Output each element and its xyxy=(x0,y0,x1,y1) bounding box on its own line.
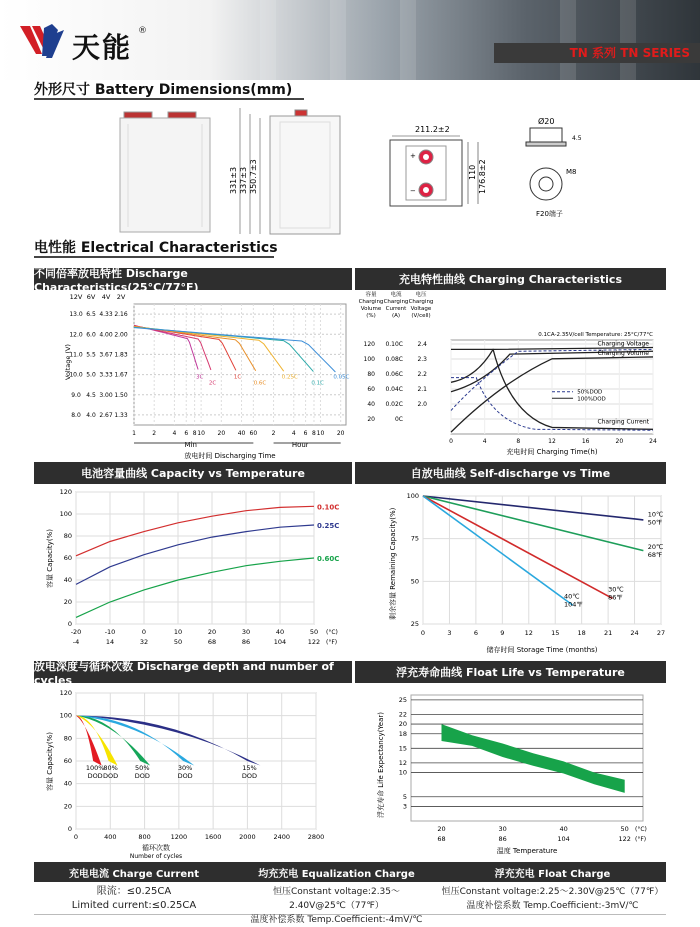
x-tick-label: -20 xyxy=(70,628,82,636)
series-label: 20℃ xyxy=(647,542,664,551)
x-tick-label: 24 xyxy=(649,438,657,445)
x-axis-label: 充电时间 Charging Time(h) xyxy=(506,448,598,456)
x-tick-label-f: 86 xyxy=(241,638,251,646)
x-axis-label-cn: 循环次数 xyxy=(142,844,170,852)
y-tick-label: 12 xyxy=(398,758,407,767)
series-label: 0.10C xyxy=(317,503,340,512)
electrical-rule xyxy=(34,256,274,258)
panel-header-float: 浮充寿命曲线 Float Life vs Temperature xyxy=(355,661,666,683)
table-cell-equalization xyxy=(234,885,439,927)
terminal-diameter: Ø20 xyxy=(538,117,555,126)
x-tick-label: 6 xyxy=(303,430,308,437)
brand-name: 天能 xyxy=(72,31,133,64)
y-tick-label: 25 xyxy=(398,695,407,704)
y-tick-label: 120 xyxy=(59,689,72,697)
panel-header-dod: 放电深度与循环次数 Discharge depth and number of cycles xyxy=(34,661,352,683)
column-head: Charging xyxy=(358,299,384,305)
column-head: Current xyxy=(385,306,407,312)
terminal-name: F20端子 xyxy=(536,210,563,218)
x-tick-label-f: -4 xyxy=(72,638,80,646)
series-label: 50% xyxy=(135,764,150,773)
y-tick-label: 40 xyxy=(367,401,375,408)
table-header-equalization: 均充充电 Equalization Charge xyxy=(234,862,440,882)
x-tick-label: 30 xyxy=(241,628,251,636)
x-axis-label: 放电时间 Discharging Time xyxy=(184,452,276,460)
y-tick-label: 22 xyxy=(398,710,407,719)
y-axis-label: 剩余容量 Remaining Capacity(%) xyxy=(389,507,397,620)
y-tick-label: 0 xyxy=(67,620,72,628)
column-head: Volume xyxy=(360,306,382,312)
x-tick-label: 8 xyxy=(312,430,316,437)
width-label: 211.2±2 xyxy=(415,125,450,134)
y-tick-label: 2.0 xyxy=(417,401,427,408)
x-tick-label: 20 xyxy=(615,438,624,445)
series-label: DOD xyxy=(87,772,103,781)
x-tick-label-f: 68 xyxy=(437,835,446,843)
y-tick-label: 75 xyxy=(410,534,419,543)
x-tick-label: 20 xyxy=(437,825,446,833)
series-label: 40℃ xyxy=(564,592,580,601)
terminal-thread: M8 xyxy=(566,168,577,176)
series-label: 15% xyxy=(242,764,257,773)
x-tick-label: 9 xyxy=(500,629,505,637)
x-tick-label-f: 104 xyxy=(273,638,287,646)
x-tick-label: 21 xyxy=(603,629,613,637)
chart-note: 0.1CA-2.35V/cell Temperature: 25°C/77°C xyxy=(538,332,653,338)
voltage-tick-label: 1.33 xyxy=(114,411,128,419)
voltage-tick-label: 3.33 xyxy=(99,371,113,379)
x-tick-label: -10 xyxy=(104,628,116,636)
y-tick-label: 20 xyxy=(367,416,375,423)
series-label: 3C xyxy=(196,374,204,381)
column-head: (%) xyxy=(366,313,376,319)
voltage-tick-label: 12.0 xyxy=(69,331,83,339)
y-tick-label: 25 xyxy=(410,620,419,628)
series-label: 68℉ xyxy=(647,550,663,559)
y-tick-label: 2.4 xyxy=(417,341,427,348)
y-tick-label: 0.10C xyxy=(385,341,403,348)
banner-decor xyxy=(400,0,416,80)
voltage-column-head: 4V xyxy=(101,293,111,301)
side-label-2: 337±3 xyxy=(239,166,248,194)
table-cell-float xyxy=(439,885,666,913)
y-tick-label: 20 xyxy=(398,720,407,729)
column-head: Charging xyxy=(408,299,434,305)
brand-logo-icon xyxy=(18,20,66,60)
voltage-tick-label: 5.5 xyxy=(86,351,96,359)
series-label: 104℉ xyxy=(564,600,583,609)
x-tick-label: 0 xyxy=(141,628,147,636)
y-tick-label: 50 xyxy=(410,577,419,586)
series-label: 10℃ xyxy=(647,510,664,519)
voltage-tick-label: 1.67 xyxy=(114,371,128,379)
voltage-tick-label: 4.5 xyxy=(86,391,96,399)
x-tick-label-f: 122 xyxy=(618,835,631,843)
x-tick-label: 1600 xyxy=(204,833,222,841)
voltage-tick-label: 1.50 xyxy=(114,391,128,399)
voltage-tick-label: 2.16 xyxy=(114,311,128,319)
series-label: DOD xyxy=(134,772,150,781)
svg-text:+: + xyxy=(410,152,416,160)
x-tick-label: 0 xyxy=(420,629,426,637)
y-tick-label: 80 xyxy=(367,371,375,378)
banner-decor xyxy=(330,0,346,80)
voltage-tick-label: 4.33 xyxy=(99,311,113,319)
x-tick-label: 3 xyxy=(447,629,452,637)
x-axis-label: 储存时间 Storage Time (months) xyxy=(486,646,598,654)
y-tick-label: 0 xyxy=(67,825,72,833)
voltage-tick-label: 3.67 xyxy=(99,351,113,359)
column-head: 电流 xyxy=(390,292,402,298)
series-label: 0.25C xyxy=(281,374,298,381)
legend-current: Charging Current xyxy=(597,418,649,426)
series-label: 86℉ xyxy=(608,593,623,602)
y-tick-label: 100 xyxy=(406,492,419,500)
x-tick-label: 1200 xyxy=(170,833,188,841)
x-tick-label: 8 xyxy=(516,438,521,445)
side-label-1: 350.7±3 xyxy=(249,159,258,194)
dimensions-title: 外形尺寸 Battery Dimensions(mm) xyxy=(34,82,293,98)
side-label-3: 331±3 xyxy=(229,166,238,194)
series-label: 0.25C xyxy=(317,522,340,530)
y-tick-label: 0.08C xyxy=(385,356,403,363)
voltage-tick-label: 10.0 xyxy=(69,371,83,379)
x-tick-label: 0 xyxy=(73,833,79,841)
voltage-tick-label: 13.0 xyxy=(69,311,83,319)
panel-header-discharge: 不同倍率放电特性 Discharge Characteristics(25°C/77°F) xyxy=(34,268,352,290)
table-cell-charge-current xyxy=(34,885,234,913)
registered-mark: ® xyxy=(138,26,147,36)
voltage-tick-label: 2.67 xyxy=(99,411,113,419)
voltage-column-head: 12V xyxy=(69,293,83,301)
terminal-detail xyxy=(526,116,582,218)
series-label: 30℃ xyxy=(608,585,624,594)
series-label: 50℉ xyxy=(647,518,663,527)
x-tick-label: 15 xyxy=(551,629,560,637)
y-tick-label: 15 xyxy=(398,744,407,753)
voltage-tick-label: 4.00 xyxy=(99,331,113,339)
x-tick-label: 20 xyxy=(336,430,345,437)
depth-label-1: 110 xyxy=(468,164,477,180)
y-tick-label: 40 xyxy=(63,576,72,584)
y-tick-label: 18 xyxy=(398,729,407,738)
column-head: 容量 xyxy=(365,292,377,298)
x-tick-label: 6 xyxy=(473,629,478,637)
x-tick-label: 6 xyxy=(184,430,189,437)
unit-f: (°F) xyxy=(326,639,338,646)
x-tick-label: 27 xyxy=(656,629,666,637)
charging-chart xyxy=(355,290,666,460)
x-tick-label-f: 68 xyxy=(207,638,217,646)
series-label: 30% xyxy=(177,764,193,773)
x-tick-label: 400 xyxy=(104,833,117,841)
equalization-voltage: 恒压Constant voltage:2.35～2.40V@25℃（77℉） xyxy=(272,887,401,911)
y-tick-label: 60 xyxy=(367,386,375,393)
charge-current-cn: 限流：≤0.25CA xyxy=(96,886,172,897)
voltage-tick-label: 6.5 xyxy=(86,311,96,319)
voltage-tick-label: 9.0 xyxy=(71,391,81,399)
table-header-charge-current: 充电电流 Charge Current xyxy=(34,862,235,882)
panel-header-selfdischarge: 自放电曲线 Self-discharge vs Time xyxy=(355,462,666,484)
unit-c: (°C) xyxy=(635,826,647,833)
legend-voltage: Charging Voltage xyxy=(597,340,649,348)
x-tick-label: 40 xyxy=(275,628,285,636)
y-tick-label: 2.1 xyxy=(417,386,427,393)
x-tick-label: 20 xyxy=(217,430,226,437)
y-tick-label: 0.02C xyxy=(385,401,403,408)
series-label: 100% xyxy=(85,764,105,773)
panel-header-capacity: 电池容量曲线 Capacity vs Temperature xyxy=(34,462,352,484)
column-head: 电压 xyxy=(415,292,427,298)
capacity-chart xyxy=(34,484,352,660)
y-tick-label: 40 xyxy=(63,779,72,788)
x-tick-label: 2000 xyxy=(239,833,256,841)
y-tick-label: 80 xyxy=(63,532,72,540)
y-tick-label: 60 xyxy=(63,757,72,765)
series-label: DOD xyxy=(241,772,257,781)
x-axis-label-en: Number of cycles xyxy=(129,853,183,860)
voltage-tick-label: 6.0 xyxy=(86,331,96,339)
x-tick-label: 40 xyxy=(559,825,568,833)
voltage-tick-label: 1.83 xyxy=(114,351,128,359)
x-tick-label-f: 14 xyxy=(105,638,115,646)
legend-100dod: 100%DOD xyxy=(577,396,606,403)
panel-header-charging: 充电特性曲线 Charging Characteristics xyxy=(355,268,666,290)
battery-top-view xyxy=(390,125,478,206)
x-tick-label: 4 xyxy=(291,430,296,437)
x-tick-label: 16 xyxy=(581,438,590,445)
legend-50dod: 50%DOD xyxy=(577,389,603,396)
y-tick-label: 60 xyxy=(63,554,72,562)
unit-f: (°F) xyxy=(635,836,647,843)
voltage-tick-label: 11.0 xyxy=(69,351,83,359)
column-head: (V/cell) xyxy=(411,313,431,319)
series-label: DOD xyxy=(103,772,119,781)
x-tick-label: 2 xyxy=(152,430,157,437)
x-tick-label-f: 104 xyxy=(557,835,570,843)
x-tick-label: 20 xyxy=(207,628,217,636)
x-tick-label-f: 122 xyxy=(307,638,321,646)
y-axis-label: 容量 Capacity(%) xyxy=(46,529,54,588)
y-tick-label: 0.04C xyxy=(385,386,403,393)
terminal-dim: 4.5 xyxy=(572,135,582,142)
charge-current-en: Limited current:≤0.25CA xyxy=(71,900,197,911)
column-head: Charging xyxy=(383,299,409,305)
voltage-tick-label: 8.0 xyxy=(71,411,81,419)
y-tick-label: 3 xyxy=(402,802,407,811)
column-head: Voltage xyxy=(410,306,432,312)
series-label: DOD xyxy=(177,772,193,781)
equalization-coefficient: 温度补偿系数 Temp.Coefficient:-4mV/℃ xyxy=(250,915,423,925)
x-tick-label: 8 xyxy=(192,430,197,437)
x-tick-label: 12 xyxy=(548,438,556,445)
depth-label-2: 176.8±2 xyxy=(478,159,487,194)
y-axis-label: Voltage (V) xyxy=(64,344,72,380)
y-tick-label: 2.2 xyxy=(417,371,427,378)
x-tick-label: 1 xyxy=(132,430,136,437)
x-tick-label: 10 xyxy=(197,430,205,437)
dimensions-rule xyxy=(34,98,304,100)
y-axis-label: 容量 Capacity(%) xyxy=(46,732,54,791)
y-tick-label: 20 xyxy=(63,598,72,606)
x-tick-label-f: 50 xyxy=(173,638,183,646)
x-tick-label: 60 xyxy=(249,430,258,437)
x-tick-label: 4 xyxy=(482,438,487,445)
x-tick-label: 4 xyxy=(172,430,177,437)
voltage-tick-label: 2.00 xyxy=(114,331,128,339)
column-head: (A) xyxy=(391,313,401,319)
float-chart xyxy=(355,683,666,860)
banner-decor xyxy=(560,0,576,80)
x-tick-label: 10 xyxy=(173,628,183,636)
x-tick-label-f: 32 xyxy=(139,638,149,646)
series-label: TN 系列 TN SERIES xyxy=(569,46,690,60)
series-label: 0.05C xyxy=(333,374,350,381)
x-tick-label: 24 xyxy=(630,629,639,637)
x-tick-label: 10 xyxy=(316,430,325,437)
y-tick-label: 100 xyxy=(59,711,72,720)
x-tick-label: 50 xyxy=(620,825,629,833)
discharge-chart xyxy=(34,290,352,460)
y-tick-label: 100 xyxy=(59,510,72,518)
y-tick-label: 120 xyxy=(363,341,375,348)
x-axis-label: 温度 Temperature xyxy=(496,847,558,855)
dimension-drawings xyxy=(110,102,690,237)
y-tick-label: 2.3 xyxy=(417,356,427,363)
float-coefficient: 温度补偿系数 Temp.Coefficient:-3mV/℃ xyxy=(466,901,639,911)
series-label: 80% xyxy=(103,764,118,773)
voltage-tick-label: 4.0 xyxy=(86,411,96,419)
series-label: 0.1C xyxy=(311,380,324,387)
x-group-hour: Hour xyxy=(291,441,309,449)
voltage-column-head: 2V xyxy=(116,293,126,301)
y-tick-label: 0C xyxy=(394,416,403,423)
table-header-float: 浮充充电 Float Charge xyxy=(439,862,666,882)
y-tick-label: 80 xyxy=(63,734,72,743)
series-label: 0.60C xyxy=(317,555,340,563)
y-tick-label: 20 xyxy=(63,802,72,811)
x-tick-label: 2400 xyxy=(273,833,290,841)
x-tick-label: 18 xyxy=(577,629,586,637)
voltage-tick-label: 5.0 xyxy=(86,371,96,379)
legend-volume: Charging Volume xyxy=(597,349,649,357)
unit-c: (°C) xyxy=(326,629,338,636)
svg-text:−: − xyxy=(410,187,416,195)
x-group-min: Min xyxy=(184,441,197,449)
x-tick-label: 2800 xyxy=(307,833,325,841)
float-voltage: 恒压Constant voltage:2.25～2.30V@25℃（77℉） xyxy=(441,887,664,897)
x-tick-label: 40 xyxy=(237,430,246,437)
selfdischarge-chart xyxy=(355,484,666,660)
y-tick-label: 5 xyxy=(402,792,407,801)
x-tick-label: 2 xyxy=(271,430,276,437)
series-label: 0.6C xyxy=(253,380,267,387)
x-tick-label: 50 xyxy=(309,628,319,636)
x-tick-label-f: 86 xyxy=(498,835,507,843)
battery-front-view xyxy=(120,112,210,232)
banner-decor xyxy=(620,0,636,80)
y-tick-label: 10 xyxy=(398,768,407,777)
electrical-title: 电性能 Electrical Characteristics xyxy=(34,240,278,256)
y-tick-label: 0.06C xyxy=(385,371,403,378)
x-tick-label: 12 xyxy=(524,629,533,637)
voltage-tick-label: 3.00 xyxy=(99,391,113,399)
banner-decor xyxy=(260,0,276,80)
dod-chart xyxy=(34,683,352,860)
voltage-column-head: 6V xyxy=(86,293,96,301)
series-label: 1C xyxy=(233,374,242,381)
x-tick-label: 0 xyxy=(449,438,453,445)
x-tick-label: 30 xyxy=(498,825,507,833)
y-tick-label: 100 xyxy=(363,356,375,363)
y-tick-label: 120 xyxy=(59,488,72,496)
series-label: 2C xyxy=(208,380,217,387)
y-axis-label: 浮充寿命 Life Expectancy(Year) xyxy=(377,712,385,818)
x-tick-label: 800 xyxy=(138,833,151,841)
